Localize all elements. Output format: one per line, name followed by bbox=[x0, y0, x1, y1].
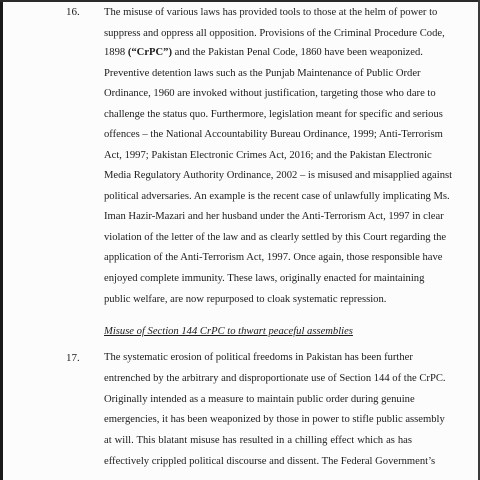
paragraph-line: enjoyed complete immunity. These laws, originally enacted for maintaining bbox=[104, 273, 425, 284]
paragraph-line: Media Regulatory Authority Ordinance, 2002 – is misused and misapplied against bbox=[104, 170, 453, 181]
paragraph-line: political adversaries. An example is the recent case of unlawfully implicating Ms. bbox=[104, 191, 450, 202]
paragraph-line: Ordinance, 1960 are invoked without justification, targeting those who dare to bbox=[104, 88, 436, 99]
paragraph-line: Originally intended as a measure to maintain public order during genuine bbox=[104, 394, 415, 405]
paragraph-line: emergencies, it has been weaponized by those in power to stifle public assembly bbox=[104, 414, 445, 425]
paragraph-line: offences – the National Accountability Bureau Ordinance, 1999; Anti-Terrorism bbox=[104, 129, 443, 140]
paragraph-line: Preventive detention laws such as the Punjab Maintenance of Public Order bbox=[104, 68, 421, 79]
paragraph-line: public welfare, are now repurposed to cloak systematic repression. bbox=[104, 294, 387, 305]
section-heading: Misuse of Section 144 CrPC to thwart peaceful assemblies bbox=[104, 326, 353, 337]
paragraph-line: violation of the letter of the law and as clearly settled by this Court regarding the bbox=[104, 232, 447, 243]
paragraph-line: challenge the status quo. Furthermore, legislation meant for specific and serious bbox=[104, 109, 443, 120]
scan-edge-top bbox=[0, 0, 480, 2]
paragraph-line: Iman Hazir-Mazari and her husband under the Anti-Terrorism Act, 1997 in clear bbox=[104, 211, 444, 222]
paragraph-line: The systematic erosion of political freedoms in Pakistan has been further bbox=[104, 352, 413, 363]
scan-edge-left bbox=[0, 0, 3, 480]
paragraph-line: The misuse of various laws has provided tools to those at the helm of power to bbox=[104, 7, 438, 18]
paragraph-line: application of the Anti-Terrorism Act, 1997. Once again, those responsible have bbox=[104, 252, 443, 263]
paragraph-line: entrenched by the arbitrary and disproportionate use of Section 144 of the CrPC. bbox=[104, 373, 446, 384]
paragraph-number: 16. bbox=[66, 6, 80, 18]
defined-term: (“CrPC”) bbox=[127, 47, 172, 58]
line-text: suppress and oppress all opposition. Provisions of the Criminal Procedure Code, bbox=[104, 28, 445, 39]
paragraph-line: at will. This blatant misuse has resulted in a chilling effect which as has bbox=[104, 435, 412, 446]
paragraph-number: 17. bbox=[66, 352, 80, 364]
paragraph-line-crpc: 1898 (“CrPC”) and the Pakistan Penal Code, 1860 have been weaponized. bbox=[104, 47, 423, 58]
paragraph-line: Act, 1997; Pakistan Electronic Crimes Act, 2016; and the Pakistan Electronic bbox=[104, 150, 432, 161]
paragraph-line: effectively crippled political discourse and dissent. The Federal Government’s bbox=[104, 456, 436, 467]
paragraph-line bbox=[104, 28, 445, 40]
